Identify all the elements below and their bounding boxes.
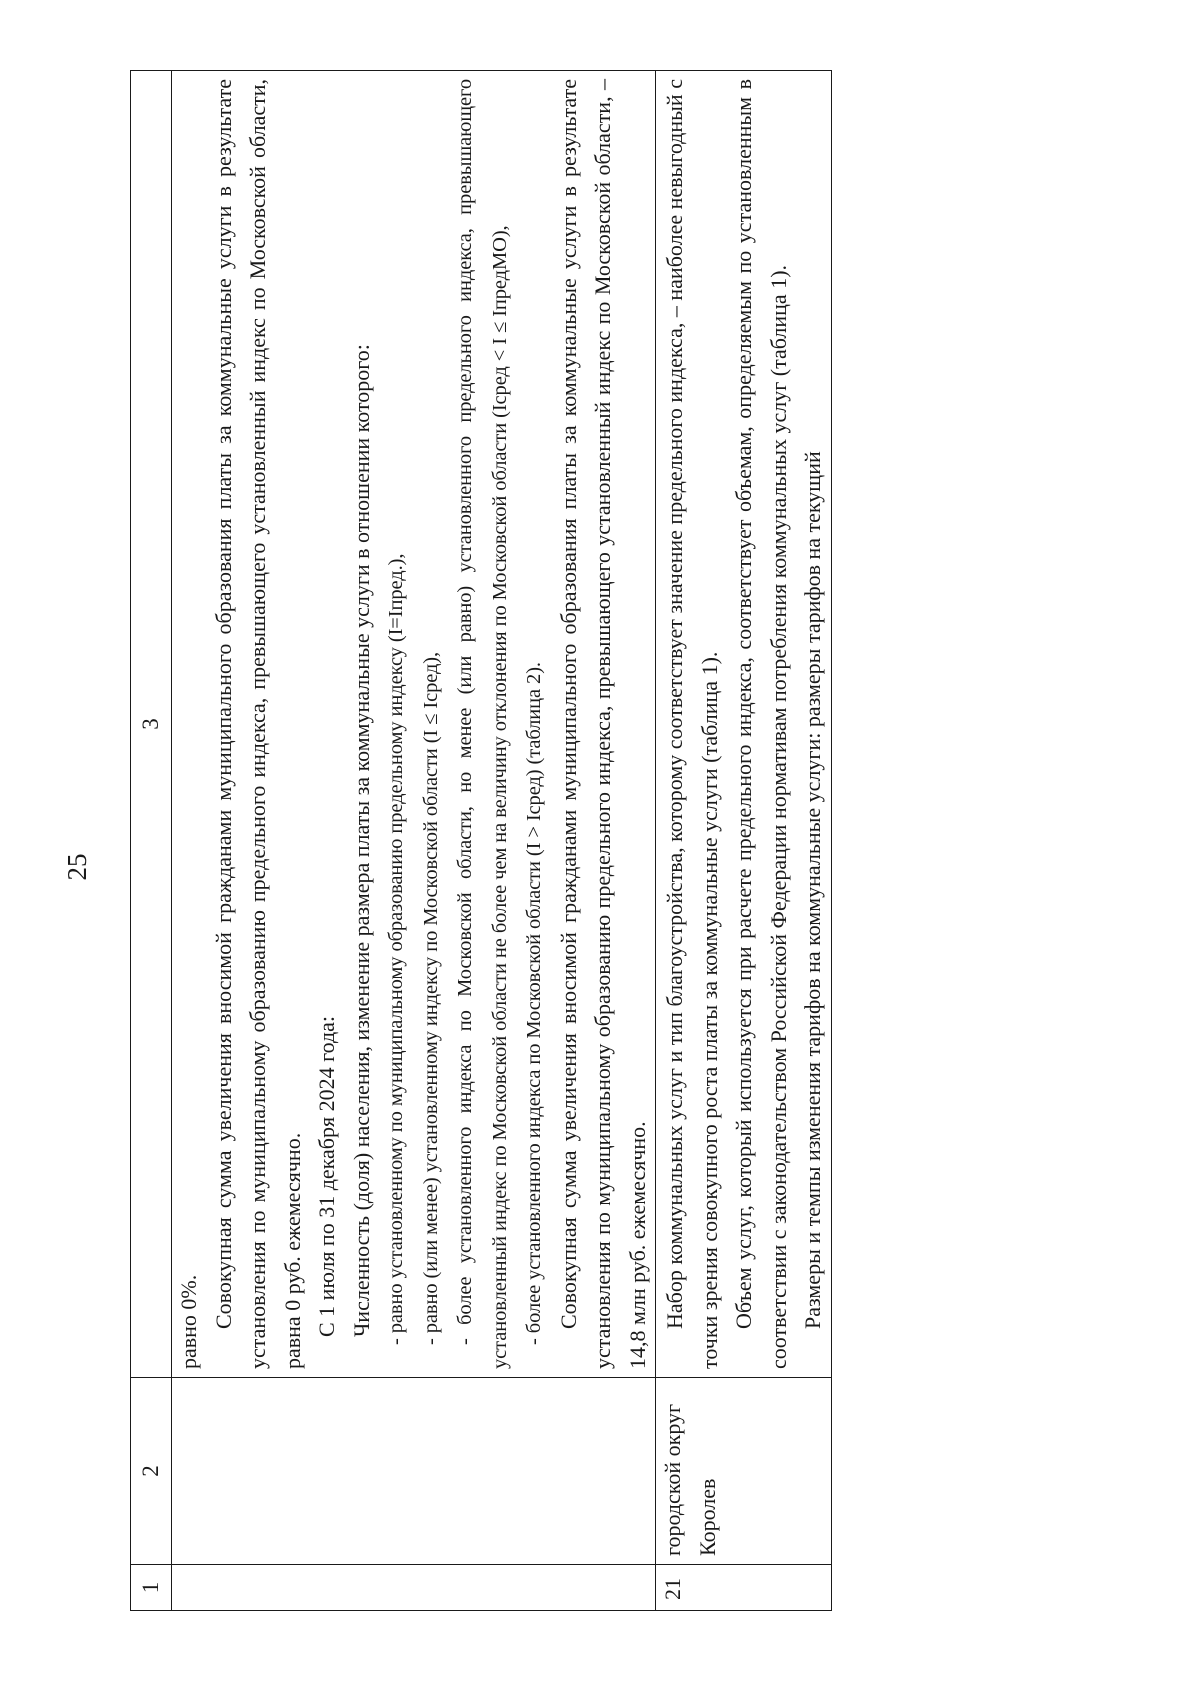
table-row: [172, 71, 656, 1611]
paragraph: Совокупная сумма увеличения вносимой гражданами муниципального образования платы за коммунальные услуги в результате установления по муниципальному образованию предельного индекса, превышающего установленный индекс по Московской области, – 14,8 млн руб. ежемесячно.: [555, 79, 650, 1369]
bullet-paragraph: - равно (или менее) установленному индексу по Московской области (I ≤ Iсред),: [419, 651, 442, 1345]
row-number-cell: [172, 1565, 656, 1611]
table-header-cell: 2: [131, 1378, 172, 1565]
bullet-paragraph: - равно установленному по муниципальному образованию предельному индексу (I=Iпред.),: [385, 553, 407, 1345]
table-header-cell: 1: [131, 1565, 172, 1611]
paragraph: Численность (доля) населения, изменение размера платы за коммунальные услуги в отношении которого:: [348, 344, 374, 1337]
municipality-cell: городской округ Королев: [656, 1378, 832, 1565]
page-number: 25: [62, 853, 92, 881]
municipality-cell: [172, 1378, 656, 1565]
bullet-paragraph: - более установленного индекса по Московской области (I > Iсред) (таблица 2).: [523, 662, 545, 1345]
table-row: [656, 71, 832, 1611]
content-cell: [656, 71, 832, 1378]
content-cell: [172, 71, 656, 1378]
row-number-cell: 21: [656, 1565, 832, 1611]
paragraph: Совокупная сумма увеличения вносимой гражданами муниципального образования платы за коммунальные услуги в результате установления по муниципальному образованию предельного индекса, превышающего установленный индекс по Московской области, равна 0 руб. ежемесячно.: [210, 79, 305, 1369]
paragraph: С 1 июля по 31 декабря 2024 года:: [314, 1015, 339, 1337]
paragraph: Объем услуг, который используется при расчете предельного индекса, соответствует объемам, определяемым по установленным в соответствии с законодательством Российской Федерации нормативам потребления коммунальных услуг (таблица 1).: [731, 79, 791, 1369]
paragraph: Набор коммунальных услуг и тип благоустройства, которому соответствует значение предельного индекса, – наиболее невыгодный с точки зрения совокупного роста платы за коммунальные услуги (таблица 1).: [662, 79, 722, 1369]
table-header-row: [131, 71, 172, 1611]
table-header-cell: 3: [131, 71, 172, 1378]
paragraph: Размеры и темпы изменения тарифов на коммунальные услуги: размеры тарифов на текущий: [800, 451, 825, 1329]
document-table: [130, 70, 832, 1611]
paragraph: равно 0%.: [176, 1274, 201, 1369]
bullet-paragraph: - более установленного индекса по Московской области, но менее (или равно) установленного предельного индекса, превышающего установленный индекс по Московской области не более чем на величину отклонения по Московской области (Iсред < I ≤ IпредМО),: [454, 79, 511, 1369]
